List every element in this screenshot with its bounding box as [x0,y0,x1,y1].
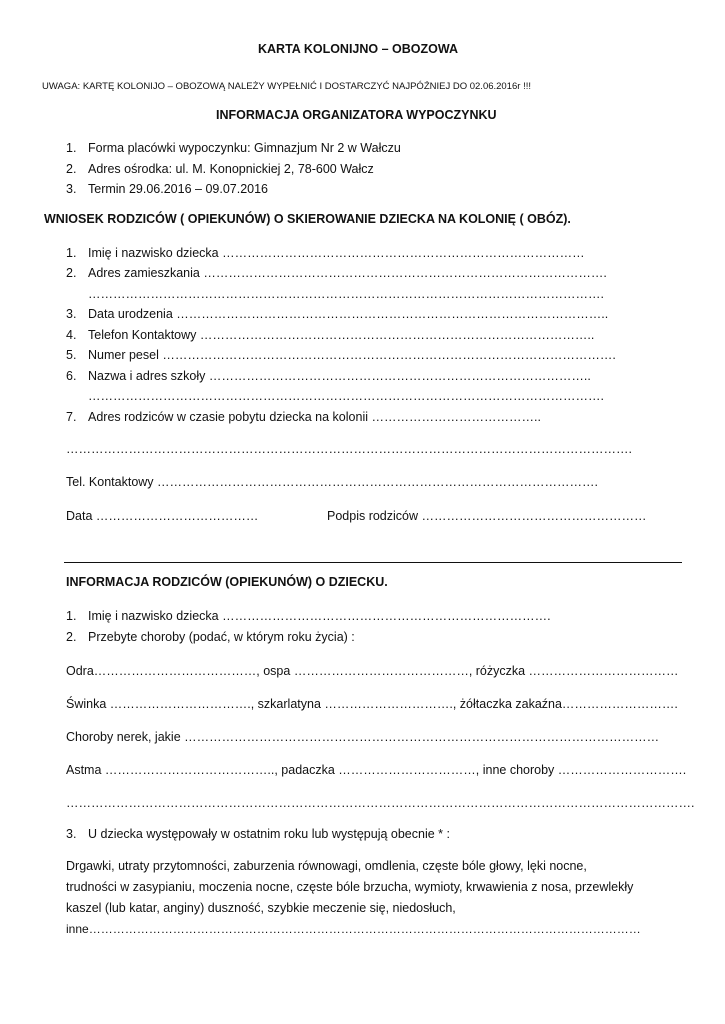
document-title: KARTA KOLONIJNO – OBOZOWA [258,42,458,56]
child-name-field[interactable]: Imię i nazwisko dziecka …………………………………………………………………………… [88,246,585,260]
parents-address-field[interactable]: Adres rodziców w czasie pobytu dziecka na kolonii ………………………………….. [88,410,541,424]
symptoms-paragraph [66,856,686,940]
organizer-item-num: 1. [66,141,77,155]
contact-phone-field[interactable]: Telefon Kontaktowy ………………………………………………………………………………….. [88,328,595,342]
child-item-num: 1. [66,609,77,623]
app-item-num: 2. [66,266,77,280]
parents-address-continuation-field[interactable]: ………………………………………………………………………………………………………………………. [66,442,632,456]
parents-phone-field[interactable]: Tel. Kontaktowy ……………………………………………………………………………………………. [66,475,598,489]
home-address-continuation-field[interactable]: ……………………………………………………………………………………………………………. [88,287,604,301]
diseases-row-extra[interactable]: ……………………………………………………………………………………………………………………………………. [66,796,695,810]
app-item-num: 4. [66,328,77,342]
birth-date-field[interactable]: Data urodzenia ………………………………………………………………………………………….. [88,307,609,321]
school-field[interactable]: Nazwa i adres szkoły ……………………………………………………………………………….. [88,369,591,383]
symptoms-label: U dziecka występowały w ostatnim roku lub występują obecnie * : [88,827,450,841]
organizer-item-term: Termin 29.06.2016 – 09.07.2016 [88,182,268,196]
app-item-num: 7. [66,410,77,424]
school-continuation-field[interactable]: ……………………………………………………………………………………………………………. [88,389,604,403]
organizer-item-num: 2. [66,162,77,176]
child-item-num: 2. [66,630,77,644]
diseases-row-asthma[interactable]: Astma ………………………………….., padaczka ……………………………, inne choroby …………………………. [66,763,687,777]
organizer-heading: INFORMACJA ORGANIZATORA WYPOCZYNKU [216,108,497,122]
past-diseases-label: Przebyte choroby (podać, w którym roku życia) : [88,630,355,644]
child-name-field-2[interactable]: Imię i nazwisko dziecka ……………………………………………………………………. [88,609,551,623]
organizer-item-address: Adres ośrodka: ul. M. Konopnickiej 2, 78-600 Wałcz [88,162,374,176]
application-heading: WNIOSEK RODZICÓW ( OPIEKUNÓW) O SKIEROWANIE DZIECKA NA KOLONIĘ ( OBÓZ). [44,212,571,226]
child-info-heading: INFORMACJA RODZICÓW (OPIEKUNÓW) O DZIECKU. [66,575,388,589]
date-field[interactable]: Data ………………………………… [66,509,259,523]
app-item-num: 3. [66,307,77,321]
diseases-row-kidney[interactable]: Choroby nerek, jakie …………………………………………………………………………………………………… [66,730,660,744]
symptoms-line: Drgawki, utraty przytomności, zaburzenia równowagi, omdlenia, częste bóle głowy, lęki nocne, [66,859,587,873]
home-address-field[interactable]: Adres zamieszkania ……………………………………………………………………………………. [88,266,607,280]
section-divider [64,562,682,563]
signature-field[interactable]: Podpis rodziców ……………………………………………… [327,509,647,523]
organizer-item-num: 3. [66,182,77,196]
app-item-num: 5. [66,348,77,362]
app-item-num: 6. [66,369,77,383]
pesel-field[interactable]: Numer pesel ………………………………………………………………………………………………. [88,348,616,362]
symptoms-other-field[interactable]: inne………………………………………………………………………………………………………………………… [66,922,641,936]
diseases-row-measles[interactable]: Odra…………………………………, ospa ……………………………………, różyczka ……………………………… [66,664,679,678]
symptoms-line: kaszel (lub katar, anginy) duszność, szybkie meczenie się, niedosłuch, [66,901,456,915]
symptoms-line: trudności w zasypianiu, moczenia nocne, częste bóle brzucha, wymioty, krwawienia z nosa, przewlekły [66,880,634,894]
diseases-row-mumps[interactable]: Świnka ……………………………., szkarlatyna …………………………., żółtaczka zakaźna………………………. [66,697,678,711]
deadline-notice: UWAGA: KARTĘ KOLONIJO – OBOZOWĄ NALEŻY WYPEŁNIĆ I DOSTARCZYĆ NAJPÓŹNIEJ DO 02.06.2016r !!! [42,81,532,92]
child-item-num: 3. [66,827,77,841]
app-item-num: 1. [66,246,77,260]
organizer-item-form: Forma placówki wypoczynku: Gimnazjum Nr 2 w Wałczu [88,141,401,155]
